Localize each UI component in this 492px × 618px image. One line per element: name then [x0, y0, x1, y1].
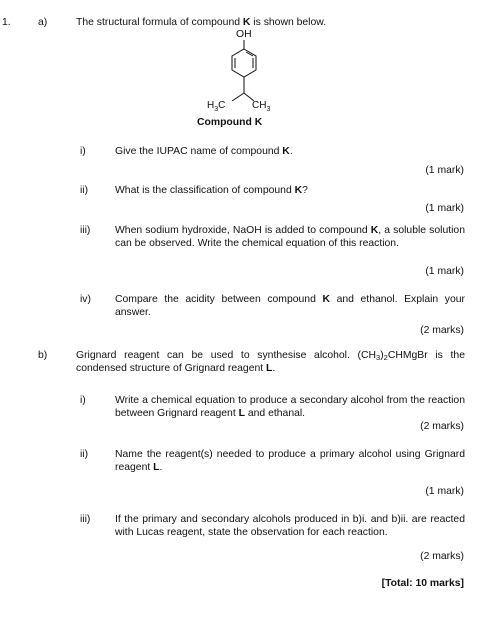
b-i-marks: (2 marks)	[420, 421, 464, 432]
a-i-number: i)	[80, 146, 86, 157]
a-iv-number: iv)	[80, 294, 91, 305]
part-a-intro: The structural formula of compound K is shown below.	[76, 17, 327, 28]
b-iii-marks: (2 marks)	[420, 551, 464, 562]
b-ii-number: ii)	[80, 449, 89, 460]
b-i-question: Write a chemical equation to produce a secondary alcohol from the reaction between Grignard reagent L and ethanal.	[115, 395, 465, 419]
a-iv-marks: (2 marks)	[420, 325, 464, 336]
benzene-ring	[232, 49, 256, 77]
part-a-label: a)	[38, 17, 48, 28]
b-iii-number: iii)	[80, 514, 91, 525]
compound-k-structure	[190, 27, 310, 131]
ch3-label: $CH_3$	[252, 100, 271, 113]
a-ii-question: What is the classification of compound K?	[115, 185, 308, 196]
b-i-number: i)	[80, 395, 86, 406]
b-iii-question: If the primary and secondary alcohols produced in b)i. and b)ii. are reacted with Lucas reagent, state the observation for each reaction.	[115, 514, 465, 538]
h3c-label: $H_3C$	[207, 100, 226, 113]
a-ii-marks: (1 mark)	[425, 203, 464, 214]
a-iv-question: Compare the acidity between compound K and ethanol. Explain your answer.	[115, 294, 466, 318]
a-ii-number: ii)	[80, 185, 89, 196]
a-iii-question: When sodium hydroxide, NaOH is added to compound K, a soluble solution can be observed. Write the chemical equation of this reaction.	[115, 225, 465, 249]
oh-label: OH	[236, 29, 252, 40]
a-i-marks: (1 mark)	[425, 165, 464, 176]
total-marks: [Total: 10 marks]	[381, 578, 464, 589]
b-ii-question: Name the reagent(s) needed to produce a primary alcohol using Grignard reagent L.	[115, 449, 465, 473]
a-i-question: Give the IUPAC name of compound K.	[115, 146, 293, 157]
a-iii-number: iii)	[80, 225, 91, 236]
part-b-intro: Grignard reagent can be used to synthesise alcohol. $(CH_3)_2CHMgBr$ is the condensed structure of Grignard reagent L.	[76, 350, 465, 374]
part-b-label: b)	[38, 350, 48, 361]
question-number: 1.	[2, 17, 11, 28]
compound-k-caption: Compound K	[197, 117, 263, 128]
b-ii-marks: (1 mark)	[425, 486, 464, 497]
a-iii-marks: (1 mark)	[425, 266, 464, 277]
